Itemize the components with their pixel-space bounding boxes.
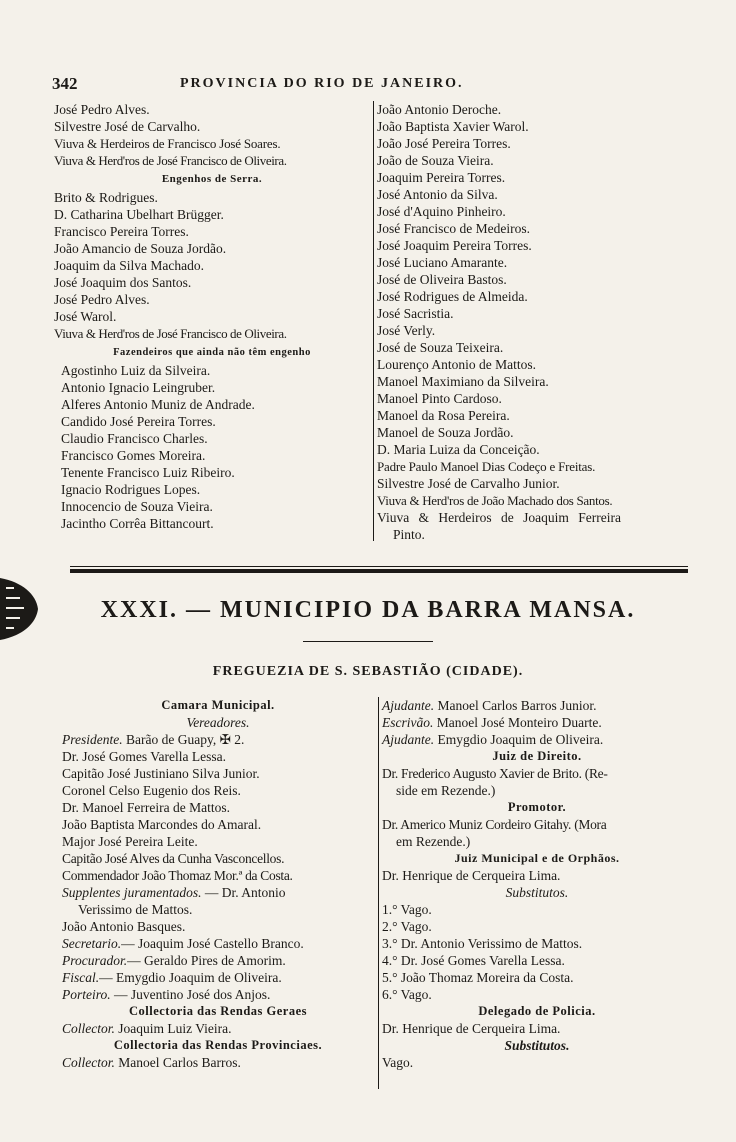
list-item: Agostinho Luiz da Silveira. — [61, 363, 211, 378]
list-item: Claudio Francisco Charles. — [61, 431, 208, 446]
list-item: Dr. Manoel Ferreira de Mattos. — [62, 800, 230, 815]
coll-prov-value: Manoel Carlos Barros. — [118, 1055, 241, 1070]
list-item: José Antonio da Silva. — [377, 187, 498, 202]
list-item: Manoel de Souza Jordão. — [377, 425, 514, 440]
list-item: João Antonio Deroche. — [377, 102, 502, 117]
juiz-municipal-heading: Juiz Municipal e de Orphãos. — [454, 851, 620, 865]
list-item: João Amancio de Souza Jordão. — [54, 241, 227, 256]
presidente-value: Barão de Guapy, ✠ 2. — [125, 732, 245, 747]
list-item: José Warol. — [54, 309, 117, 324]
section-subtitle: FREGUEZIA DE S. SEBASTIÃO (CIDADE). — [212, 664, 524, 679]
list-item: Viuva & Herd'ros de José Francisco de Oliveira. — [54, 153, 287, 168]
bottom-left-column — [62, 697, 374, 1071]
list-item: Dr. Frederico Augusto Xavier de Brito. (Re- — [382, 766, 608, 781]
presidente-label: Presidente. — [62, 732, 123, 747]
procurador-value: — Geraldo Pires de Amorim. — [127, 953, 286, 968]
list-item: 3.° Dr. Antonio Verissimo de Mattos. — [382, 936, 583, 951]
delegado-heading: Delegado de Policia. — [478, 1004, 596, 1018]
list-item: José d'Aquino Pinheiro. — [377, 204, 506, 219]
coll-prov-row — [62, 1054, 374, 1071]
substitutos-heading: Substitutos. — [505, 885, 569, 900]
section-title: XXXI. — MUNICIPIO DA BARRA MANSA. — [100, 597, 636, 623]
list-item: Dr. Henrique de Cerqueira Lima. — [382, 1021, 561, 1036]
ajudante2-row — [382, 731, 692, 748]
list-item: Capitão José Alves da Cunha Vasconcellos. — [62, 851, 285, 866]
supplentes-value: — Dr. Antonio — [204, 885, 286, 900]
list-item: Silvestre José de Carvalho Junior. — [377, 476, 560, 491]
coll-prov-label: Collector. — [62, 1055, 115, 1070]
list-item: Major José Pereira Leite. — [62, 834, 198, 849]
secretario-label: Secretario. — [62, 936, 122, 951]
list-item: Ignacio Rodrigues Lopes. — [61, 482, 201, 497]
list-item: José Francisco de Medeiros. — [377, 221, 530, 236]
section-rule-thick — [70, 569, 688, 573]
ajudante2-value: Emygdio Joaquim de Oliveira. — [437, 732, 604, 747]
list-item: 2.° Vago. — [382, 919, 432, 934]
list-item: Verissimo de Mattos. — [78, 902, 193, 917]
list-item: José Pedro Alves. — [54, 292, 150, 307]
column-divider-bottom — [378, 697, 379, 1089]
list-item: Brito & Rodrigues. — [54, 190, 158, 205]
section-heading-engenhos: Engenhos de Serra. — [161, 173, 263, 185]
secretario-value: — Joaquim José Castello Branco. — [121, 936, 304, 951]
list-item: João Baptista Marcondes do Amaral. — [62, 817, 262, 832]
coll-prov-heading: Collectoria das Rendas Provinciaes. — [113, 1038, 323, 1052]
title-underline — [303, 641, 433, 642]
list-item: Commendador João Thomaz Mor.ª da Costa. — [62, 868, 293, 883]
running-title: PROVINCIA DO RIO DE JANEIRO. — [180, 76, 464, 91]
list-item: 4.° Dr. José Gomes Varella Lessa. — [382, 953, 565, 968]
list-item: Dr. Americo Muniz Cordeiro Gitahy. (Mora — [382, 817, 607, 832]
list-item: Francisco Pereira Torres. — [54, 224, 189, 239]
top-right-column — [377, 101, 689, 543]
list-item: Silvestre José de Carvalho. — [54, 119, 201, 134]
list-item: 5.° João Thomaz Moreira da Costa. — [382, 970, 574, 985]
list-item: Tenente Francisco Luiz Ribeiro. — [61, 465, 235, 480]
list-item: José de Souza Teixeira. — [377, 340, 504, 355]
supplentes-label: Supplentes juramentados. — [62, 885, 202, 900]
list-item: Padre Paulo Manoel Dias Codeço e Freitas. — [377, 459, 596, 474]
bottom-right-column — [382, 697, 692, 1071]
column-divider-top — [373, 101, 374, 541]
list-item: João Antonio Basques. — [62, 919, 186, 934]
list-item: José Joaquim Pereira Torres. — [377, 238, 532, 253]
porteiro-label: Porteiro. — [62, 987, 111, 1002]
section-rule-thin — [70, 566, 688, 567]
list-item: José Luciano Amarante. — [377, 255, 508, 270]
coll-geraes-heading: Collectoria das Rendas Geraes — [128, 1004, 308, 1018]
ajudante2-label: Ajudante. — [382, 732, 435, 747]
coll-geraes-label: Collector. — [62, 1021, 115, 1036]
coll-geraes-row — [62, 1020, 374, 1037]
substitutos2-heading: Substitutos. — [504, 1038, 570, 1053]
list-item: 1.° Vago. — [382, 902, 432, 917]
list-item: Dr. José Gomes Varella Lessa. — [62, 749, 226, 764]
list-item: Coronel Celso Eugenio dos Reis. — [62, 783, 241, 798]
coll-geraes-value: Joaquim Luiz Vieira. — [118, 1021, 232, 1036]
list-item: José Joaquim dos Santos. — [54, 275, 192, 290]
vereadores-heading: Vereadores. — [186, 715, 250, 730]
list-item: José Pedro Alves. — [54, 102, 150, 117]
list-item: Joaquim da Silva Machado. — [54, 258, 204, 273]
list-item: Pinto. — [393, 527, 425, 542]
escrivao-label: Escrivão. — [382, 715, 434, 730]
list-item: Viuva & Herdeiros de Joaquim Ferreira — [377, 510, 621, 525]
list-item: Jacintho Corrêa Bittancourt. — [61, 516, 214, 531]
porteiro-row — [62, 986, 374, 1003]
list-item: João José Pereira Torres. — [377, 136, 511, 151]
list-item: 6.° Vago. — [382, 987, 432, 1002]
fiscal-value: — Emygdio Joaquim de Oliveira. — [99, 970, 282, 985]
presidente-row — [62, 731, 374, 748]
list-item: João Baptista Xavier Warol. — [377, 119, 529, 134]
list-item: José de Oliveira Bastos. — [377, 272, 507, 287]
ajudante1-value: Manoel Carlos Barros Junior. — [437, 698, 597, 713]
secretario-row — [62, 935, 374, 952]
juiz-direito-heading: Juiz de Direito. — [492, 749, 582, 763]
list-item: Manoel da Rosa Pereira. — [377, 408, 510, 423]
list-item: em Rezende.) — [396, 834, 471, 849]
list-item: Viuva & Herdeiros de Francisco José Soares. — [54, 136, 281, 151]
list-item: Manoel Pinto Cardoso. — [377, 391, 502, 406]
list-item: Lourenço Antonio de Mattos. — [377, 357, 536, 372]
section-heading-fazendeiros: Fazendeiros que ainda não têm engenho — [113, 347, 311, 358]
list-item: Viuva & Herd'ros de José Francisco de Oliveira. — [54, 326, 287, 341]
procurador-row — [62, 952, 374, 969]
ajudante1-row — [382, 697, 692, 714]
list-item: José Verly. — [377, 323, 436, 338]
list-item: José Sacristia. — [377, 306, 454, 321]
promotor-heading: Promotor. — [507, 800, 567, 814]
list-item: D. Maria Luiza da Conceição. — [377, 442, 540, 457]
list-item: D. Catharina Ubelhart Brügger. — [54, 207, 224, 222]
list-item: João de Souza Vieira. — [377, 153, 494, 168]
list-item: Candido José Pereira Torres. — [61, 414, 216, 429]
top-left-column — [54, 101, 370, 532]
porteiro-value: — Juventino José dos Anjos. — [114, 987, 271, 1002]
list-item: Dr. Henrique de Cerqueira Lima. — [382, 868, 561, 883]
page-number: 342 — [52, 74, 78, 93]
fiscal-label: Fiscal. — [62, 970, 100, 985]
escrivao-row — [382, 714, 692, 731]
list-item: side em Rezende.) — [396, 783, 496, 798]
procurador-label: Procurador. — [62, 953, 128, 968]
fiscal-row — [62, 969, 374, 986]
camara-heading: Camara Municipal. — [161, 698, 275, 712]
supplentes-row — [62, 884, 374, 901]
list-item: Innocencio de Souza Vieira. — [61, 499, 213, 514]
list-item: Antonio Ignacio Leingruber. — [61, 380, 216, 395]
list-item: José Rodrigues de Almeida. — [377, 289, 528, 304]
list-item: Alferes Antonio Muniz de Andrade. — [61, 397, 255, 412]
list-item: Capitão José Justiniano Silva Junior. — [62, 766, 260, 781]
ajudante1-label: Ajudante. — [382, 698, 435, 713]
escrivao-value: Manoel José Monteiro Duarte. — [436, 715, 602, 730]
list-item: Vago. — [382, 1055, 414, 1070]
list-item: Joaquim Pereira Torres. — [377, 170, 506, 185]
list-item: Francisco Gomes Moreira. — [61, 448, 206, 463]
list-item: Manoel Maximiano da Silveira. — [377, 374, 549, 389]
list-item: Viuva & Herd'ros de João Machado dos Santos. — [377, 493, 613, 508]
